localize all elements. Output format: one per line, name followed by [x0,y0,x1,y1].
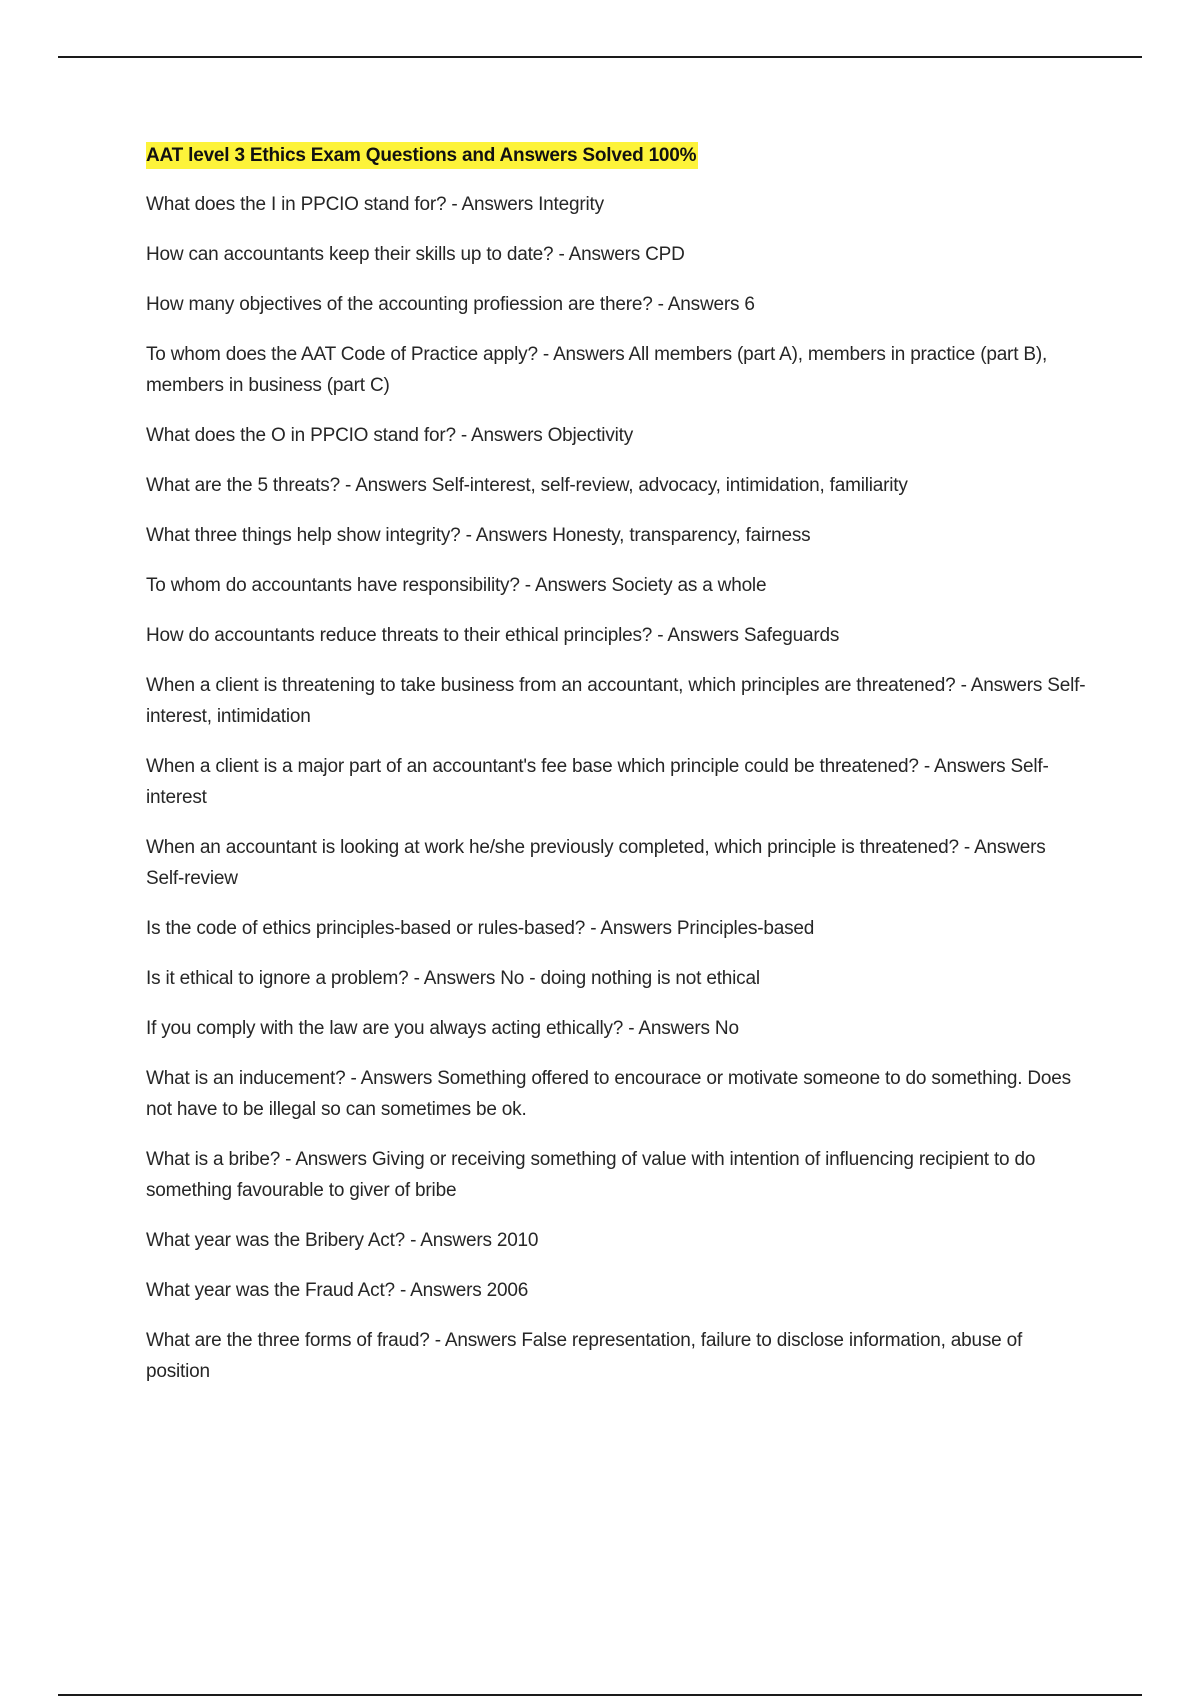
qa-item: To whom do accountants have responsibility? - Answers Society as a whole [146,575,767,596]
footer-rule [58,1694,1142,1696]
header-rule [58,56,1142,58]
qa-item: When a client is threatening to take business from an accountant, which principles are threatened? - Answers Self-interest, intimidation [146,675,1086,727]
qa-item: How do accountants reduce threats to their ethical principles? - Answers Safeguards [146,625,840,646]
qa-item: If you comply with the law are you always acting ethically? - Answers No [146,1018,739,1039]
qa-item: What three things help show integrity? - Answers Honesty, transparency, fairness [146,525,811,546]
qa-item: What are the 5 threats? - Answers Self-interest, self-review, advocacy, intimidation, familiarity [146,475,908,496]
qa-item: What is an inducement? - Answers Something offered to encourace or motivate someone to do something. Does not have to be illegal so can sometimes be ok. [146,1068,1071,1120]
qa-item: When an accountant is looking at work he/she previously completed, which principle is threatened? - Answers Self-review [146,837,1046,889]
document-title: AAT level 3 Ethics Exam Questions and Answers Solved 100% [146,142,698,169]
qa-item: What is a bribe? - Answers Giving or receiving something of value with intention of influencing recipient to do something favourable to giver of bribe [146,1149,1036,1201]
qa-item: What does the O in PPCIO stand for? - Answers Objectivity [146,425,634,446]
qa-item: How many objectives of the accounting profiession are there? - Answers 6 [146,294,755,315]
qa-item: What year was the Fraud Act? - Answers 2006 [146,1280,529,1301]
qa-item: How can accountants keep their skills up to date? - Answers CPD [146,244,685,265]
qa-item: When a client is a major part of an accountant's fee base which principle could be threatened? - Answers Self-interest [146,756,1049,808]
qa-item: Is the code of ethics principles-based or rules-based? - Answers Principles-based [146,918,815,939]
qa-item: What does the I in PPCIO stand for? - Answers Integrity [146,194,604,215]
qa-item: What year was the Bribery Act? - Answers 2010 [146,1230,539,1251]
qa-item: What are the three forms of fraud? - Answers False representation, failure to disclose information, abuse of position [146,1330,1023,1382]
qa-item: Is it ethical to ignore a problem? - Answers No - doing nothing is not ethical [146,968,760,989]
qa-item: To whom does the AAT Code of Practice apply? - Answers All members (part A), members in practice (part B), members in business (part C) [146,344,1048,396]
document-body [146,142,1086,1406]
